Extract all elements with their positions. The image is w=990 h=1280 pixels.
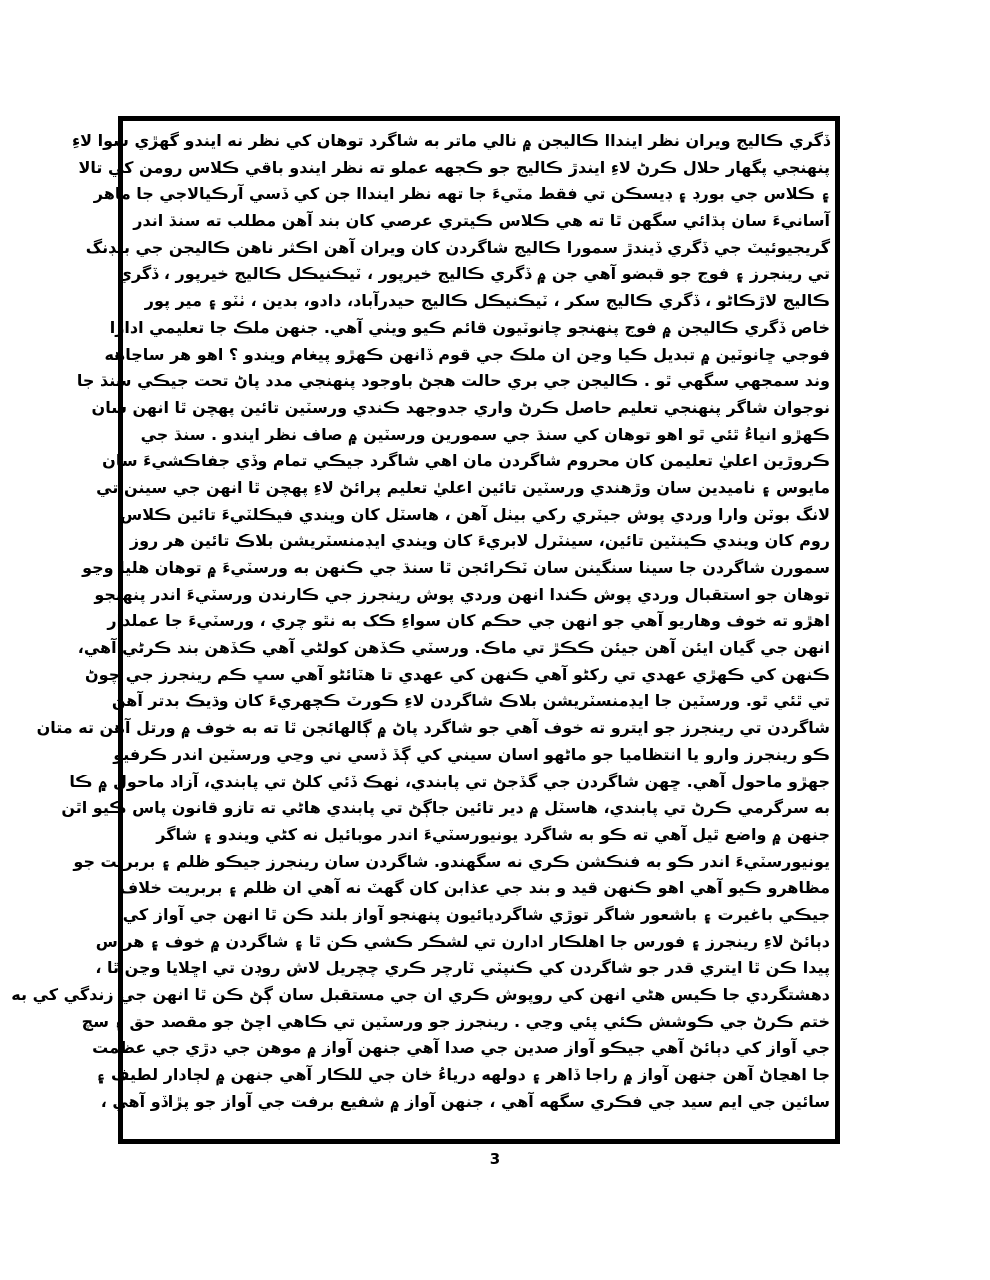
text-line: ڏگري ڪاليج ويران نظر اينداا ڪاليجن ۾ نالي ماتر به شاگرد توهان کي نظر نه ايندو گهڙي سوا لاءِ: [71, 131, 830, 150]
text-line: تي رينجرز ۽ فوج جو قبضو آهي جن ۾ ڏگري ڪاليج خيرپور ، ٽيڪنيڪل ڪاليج خيرپور ، ڏگري: [117, 264, 830, 284]
text-line: توهان جو استقبال وردي پوش ڪندا انهن وردي پوش رينجرز جي ڪارندن ورسٽيءَ اندر پنهنجو: [94, 584, 830, 604]
text-line: خاص ڏگري ڪاليجن ۾ فوج پنهنجو چانوٽيون قائم ڪيو ويٺي آهي. جنهن ملڪ جا تعليمي ادارا: [109, 317, 830, 337]
text-line: آسانيءَ سان ٻڌائي سگهن ٿا ته هي ڪلاس ڪيتري عرصي کان بند آهن مطلب ته سنڌ اندر: [133, 211, 830, 231]
text-line: جنهن ۾ واضع ٿيل آهي ته ڪو به شاگرد يونيورسٽيءَ اندر موبائيل نه کڻي ويندو ۽ شاگر: [156, 824, 830, 844]
page-number: 3: [489, 1150, 501, 1168]
text-line: روم کان ويندي ڪينٽين تائين، سينٽرل لابريءَ کان ويندي ايڊمنسٽريشن بلاڪ تائين هر روز: [129, 531, 830, 551]
text-line: نوجوان شاگر پنهنجي تعليم حاصل ڪرڻ واري جدوجهد ڪندي ورسٽين تائين پهچن ٿا انهن سان: [91, 397, 830, 417]
text-line: انهن جي گيان ايئن آهن جيئن ڪڪڙ تي ماڪ. ورسٽي ڪڏهن کولڻي آهي ڪڏهن بند ڪرڻي آهي،: [77, 638, 830, 658]
text-line: به سرگرمي ڪرڻ تي پابندي، هاسٽل ۾ دير تائين جاڳڻ تي پابندي هاڻي ته تازو قانون پاس ڪيو اٿن: [61, 798, 830, 818]
text-line: تي ٿئي ٿو. ورسٽين جا ايڊمنسٽريشن بلاڪ شاگردن لاءِ ڪورٽ ڪچهريءَ کان وڌيڪ بدتر آهن: [111, 691, 830, 711]
text-line: گريجيوئيٽ جي ڏگري ڏيندڙ سمورا ڪاليج شاگردن کان ويران آهن اڪثر ناهن ڪاليجن جي بلڊنگ: [85, 237, 830, 257]
text-line: مظاهرو ڪيو آهي اهو ڪنهن قيد و بند جي عذابن کان گهٽ نه آهي ان ظلم ۽ بربريت خلاف: [119, 878, 830, 898]
text-line: ڪهڙو انياءُ ٿئي ٿو اهو توهان کي سنڌ جي سمورين ورسٽين ۾ صاف نظر ايندو . سنڌ جي: [140, 424, 830, 444]
text-line: وند سمجهي سگهي ٿو . ڪاليجن جي بري حالت هجڻ باوجود پنهنجي مدد پاڻ تحت جيڪي سنڌ جا: [76, 371, 830, 391]
text-line: جا اهڃاڻ آهن جنهن آواز ۾ راجا ڏاهر ۽ دولهه درياءُ خان جي للڪار آهي جنهن ۾ لڄادار لطيف ۽: [96, 1065, 830, 1085]
text-line: دٻائڻ لاءِ رينجرز ۽ فورس جا اهلڪار ادارن تي لشڪر ڪشي ڪن ٿا ۽ شاگردن ۾ خوف ۽ هراس: [95, 931, 830, 951]
text-line: ڪاليج لاڙڪاڻو ، ڏگري ڪاليج سکر ، ٽيڪنيڪل ڪاليج حيدرآباد، دادو، بدين ، ٺٽو ۽ مير پور: [144, 291, 830, 311]
text-line: پيدا ڪن ٿا ايتري قدر جو شاگردن کي ڪنپٽي ٽارچر ڪري چچريل لاش روڊن تي اڇلايا وڃن ٿا ،: [95, 958, 830, 978]
body-text: [11, 128, 830, 1115]
text-line: فوجي ڇانوٽين ۾ تبديل ڪيا وڃن ان ملڪ جي قوم ڏانهن ڪهڙو پيغام ويندو ؟ اهو هر ساڃاهه: [104, 344, 830, 364]
text-line: ختم ڪرڻ جي ڪوشش ڪئي پئي وڃي . رينجرز جو ورسٽين تي ڪاهي اچڻ جو مقصد حق ۽ سچ: [81, 1011, 830, 1031]
text-line: ۽ ڪلاس جي بورڊ ۽ ڊيسڪن تي فقط مٽيءَ جا تهه نظر اينداا جن کي ڏسي آرڪيالاجي جا ماهر: [93, 184, 830, 204]
text-line: ڪروڙين اعليٰ تعليمن کان محروم شاگردن مان اهي شاگرد جيڪي تمام وڏي جفاڪشيءَ سان: [102, 451, 830, 471]
text-line: دهشتگردي جا ڪيس هڻي انهن کي روپوش ڪري ان جي مستقبل سان ڳڻ ڪن ٿا انهن جي زندگي کي به: [11, 985, 830, 1004]
text-line: جيڪي باغيرت ۽ باشعور شاگر توڙي شاگرديائيون پنهنجو آواز بلند ڪن ٿا انهن جي آواز کي: [122, 904, 830, 924]
text-line: مايوس ۽ ناميدين سان وڙهندي ورسٽين تائين اعليٰ تعليم پرائڻ لاءِ پهچن ٿا انهن جي سينن تي: [96, 477, 830, 497]
text-line: اهڙو ته خوف وهاريو آهي جو انهن جي حڪم کان سواءِ ڪک به نٿو چري ، ورسٽيءَ جا عملدار: [107, 611, 830, 631]
text-line: يونيورسٽيءَ اندر ڪو به فنڪشن ڪري نه سگهندو. شاگردن سان رينجرز جيڪو ظلم ۽ بربريت جو: [73, 851, 830, 871]
text-line: سائين جي ايم سيد جي فڪري سگهه آهي ، جنهن آواز ۾ شفيع برفت جي آواز جو پڙاڏو آهي ،: [100, 1091, 830, 1111]
text-line: جهڙو ماحول آهي. ڇهن شاگردن جي گڏجڻ تي پابندي، ٺهڪ ڏئي کلڻ تي پابندي، آزاد ماحول ۾ ڪا: [69, 771, 830, 791]
text-line: ڪنهن کي ڪهڙي عهدي تي رکڻو آهي ڪنهن کي عهدي تا هٽائڻو آهي سڀ ڪم رينجرز جي چوڻ: [85, 664, 830, 684]
text-line: لانگ بوٽن وارا وردي پوش جيٽري رکي بيٺل آهن ، هاسٽل کان ويندي فيڪلٽيءَ تائين ڪلاس: [120, 504, 830, 524]
text-line: جي آواز کي دٻائڻ آهي جيڪو آواز صدين جي صدا آهي جنهن آواز ۾ موهن جي دڙي جي عظمت: [92, 1038, 830, 1058]
text-line: پنهنجي پگهار حلال ڪرڻ لاءِ ايندڙ ڪاليج جو ڪجهه عملو ته نظر ايندو باقي ڪلاس رومن کي تالا: [78, 157, 830, 177]
text-line: شاگردن تي رينجرز جو ايترو ته خوف آهي جو شاگرد پاڻ ۾ ڳالهائجن ٿا ته به خوف ۾ ورتل آهن ته متان: [36, 718, 830, 738]
text-line: ڪو رينجرز وارو يا انتظاميا جو ماڻهو اسان سيني کي ڳڏ ڏسي ني وڃي ورسٽين اندر ڪرفيو: [113, 744, 830, 764]
text-line: سمورن شاگردن جا سينا سنگينن سان ٽڪرائجن ٿا سنڌ جي ڪنهن به ورسٽيءَ ۾ توهان هليا وڃو: [82, 558, 830, 577]
